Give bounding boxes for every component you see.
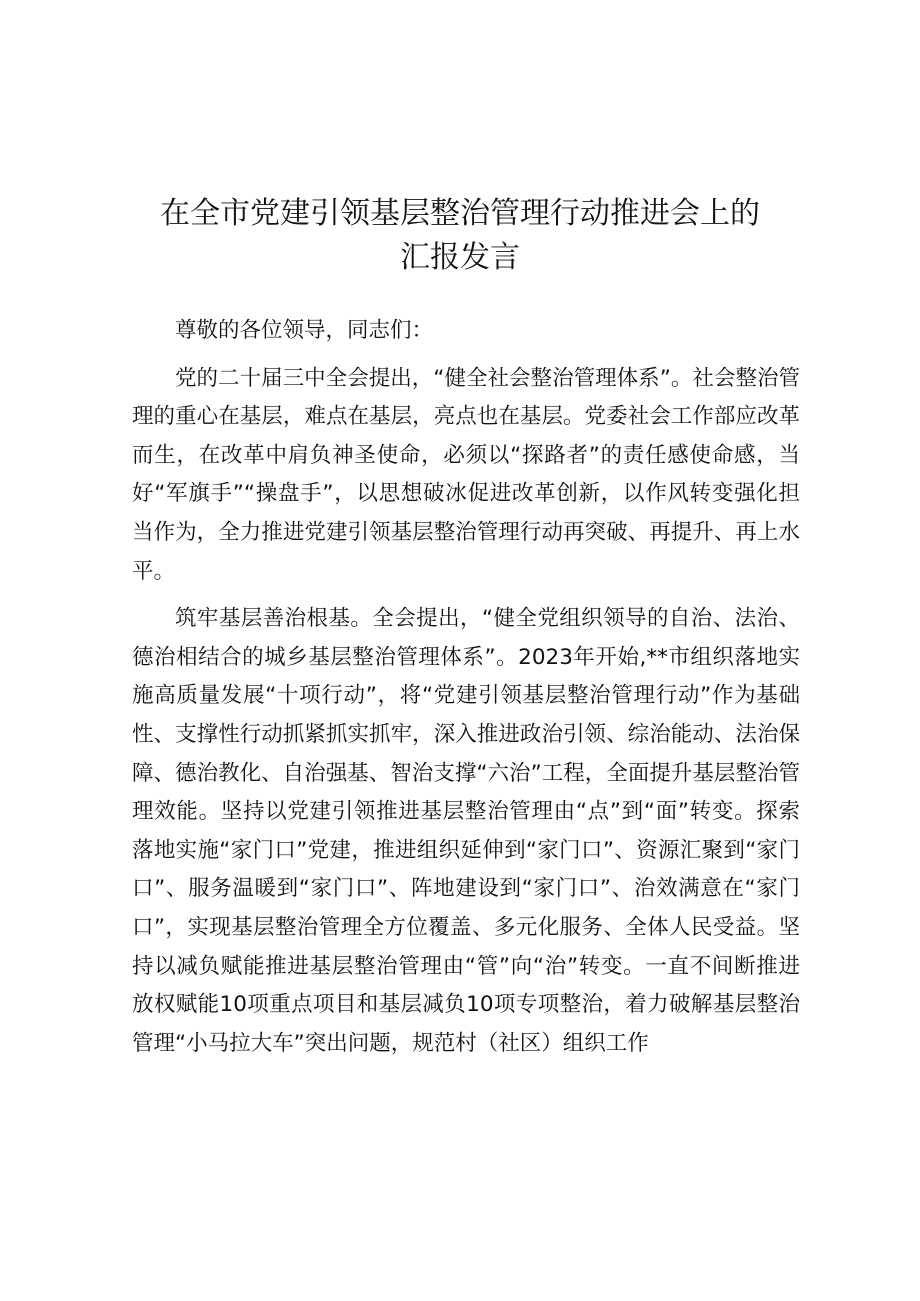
salutation: 尊敬的各位领导，同志们：: [175, 318, 434, 343]
title-line-2: 汇报发言: [400, 240, 520, 275]
document-body: [132, 312, 800, 1063]
document-title: [120, 192, 800, 280]
paragraph-2: 筑牢基层善治根基。全会提出，“健全党组织领导的自治、法治、德治相结合的城乡基层整治管理体系”。2023年开始,**市组织落地实施高质量发展“十项行动”，将“党建引领基层整治管理行动”作为基础性、支撑性行动抓紧抓实抓牢，深入推进政治引领、综治能动、法治保障、德治教化、自治强基、智治支撑“六治”工程，全面提升基层整治管理效能。坚持以党建引领推进基层整治管理由“点”到“面”转变。探索落地实施“家门口”党建，推进组织延伸到“家门口”、资源汇聚到“家门口”、服务温暖到“家门口”、阵地建设到“家门口”、治效满意在“家门口”，实现基层整治管理全方位覆盖、多元化服务、全体人民受益。坚持以减负赋能推进基层整治管理由“管”向“治”转变。一直不间断推进放权赋能10项重点项目和基层减负10项专项整治，着力破解基层整治管理“小马拉大车”突出问题，规范村（社区）组织工作: [132, 606, 800, 1056]
paragraph-1: 党的二十届三中全会提出，“健全社会整治管理体系”。社会整治管理的重心在基层，难点在基层，亮点也在基层。党委社会工作部应改革而生，在改革中肩负神圣使命，必须以“探路者”的责任感使命感，当好“军旗手”“操盘手”，以思想破冰促进改革创新，以作风转变强化担当作为，全力推进党建引领基层整治管理行动再突破、再提升、再上水平。: [132, 365, 800, 584]
title-line-1: 在全市党建引领基层整治管理行动推进会上的: [160, 196, 760, 231]
